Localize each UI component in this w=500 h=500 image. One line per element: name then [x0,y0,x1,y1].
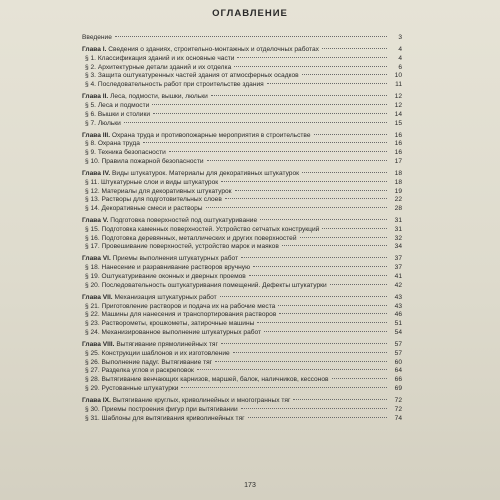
toc-entry-label [82,341,218,350]
entry-title: § 1. Классификация зданий и их основные части [85,54,235,62]
page-number: 173 [244,482,256,489]
toc-page-number: 46 [394,311,402,319]
toc-entry-label [85,320,254,329]
toc-entry-label [82,255,238,264]
entry-title: § 21. Приготовление растворов и подача их на рабочие места [85,302,276,310]
toc-page-number: 69 [394,384,402,392]
toc-section-row [82,320,402,329]
dot-leader [332,378,388,379]
toc-page-number: 54 [394,329,402,337]
toc-section-row [82,179,402,188]
toc-section-row [82,149,402,158]
entry-title: § 31. Шаблоны для вытягивания криволинейных тяг [85,414,245,422]
entry-title: Леса, подмости, вышки, люльки [110,93,208,101]
entry-title: Вытягивание круглых, криволинейных и многогранных тяг [112,396,291,404]
toc-section-row [82,264,402,273]
entry-title: § 22. Машины для нанесения и транспортирования растворов [85,311,277,319]
toc-page-number: 15 [394,119,402,127]
entry-title: Подготовка поверхностей под оштукатуривание [110,217,258,225]
entry-title: § 5. Леса и подмости [85,101,150,109]
entry-title: § 26. Выполнение падуг. Вытягивание тяг [85,358,213,366]
toc-page-number: 6 [398,63,402,71]
dot-leader [207,160,387,161]
toc-entry-label [85,102,149,111]
toc-chapter-row [82,46,402,55]
toc-chapter-row [82,341,402,350]
dot-leader [314,134,387,135]
toc-page-number: 19 [394,187,402,195]
toc-entry-label [85,55,234,64]
dot-leader [267,83,387,84]
toc-page-number: 22 [394,196,402,204]
toc-section-row [82,282,402,291]
toc-entry-label [85,120,121,129]
entry-title: § 7. Люльки [85,119,121,127]
toc-entry-label [85,367,194,376]
toc-page-number: 16 [394,140,402,148]
dot-leader [234,66,387,67]
toc-section-row [82,140,402,149]
chapter-number: Глава VII. [82,293,113,301]
toc-page-number: 32 [394,234,402,242]
toc-page-number: 72 [394,396,402,404]
toc-page-number: 31 [394,217,402,225]
toc-section-row [82,205,402,214]
dot-leader [206,207,387,208]
toc-entry-label [85,406,238,415]
dot-leader [293,399,387,400]
entry-title: § 24. Механизированное выполнение штукатурных работ [85,329,262,337]
toc-entry-label [85,226,319,235]
toc-section-row [82,273,402,282]
toc-section-row [82,158,402,167]
dot-leader [241,257,387,258]
toc-entry-label [82,34,112,43]
toc-chapter-row [82,397,402,406]
toc-page-number: 37 [394,264,402,272]
dot-leader [211,95,387,96]
entry-title: § 20. Последовательность оштукатуривания помещений. Дефекты штукатурки [85,281,327,289]
toc-section-row [82,376,402,385]
toc-entry-label [82,170,299,179]
toc-page-number: 16 [394,131,402,139]
dot-leader [221,343,387,344]
entry-title: § 14. Декоративные смеси и растворы [85,205,203,213]
dot-leader [241,408,387,409]
toc-chapter-row [82,93,402,102]
entry-title: § 13. Растворы для подготовительных слоев [85,196,222,204]
toc-page-number: 28 [394,205,402,213]
toc-page-number: 43 [394,302,402,310]
toc-section-row [82,243,402,252]
toc-entry-label [85,72,299,81]
toc-page-number: 3 [398,34,402,41]
dot-leader [279,313,387,314]
entry-title: Приемы выполнения штукатурных работ [112,255,239,263]
dot-leader [302,172,387,173]
toc-section-row [82,385,402,394]
dot-leader [169,151,387,152]
toc-entry-label [85,158,204,167]
page-title: ОГЛАВЛЕНИЕ [212,8,288,19]
entry-title: § 17. Провешивание поверхностей, устройство марок и маяков [85,243,279,251]
entry-title: § 2. Архитектурные детали зданий и их отделка [85,63,232,71]
toc-entry-label [85,282,327,291]
entry-title: § 19. Оштукатуривание оконных и дверных проемов [85,273,246,281]
toc-page-number: 4 [398,54,402,62]
dot-leader [115,36,387,37]
chapter-number: Глава VI. [82,255,111,263]
toc-page-number: 41 [394,273,402,281]
entry-title: § 3. Защита оштукатуренных частей здания от атмосферных осадков [85,72,299,80]
toc-entry-label [85,359,212,368]
entry-title: § 11. Штукатурные слои и виды штукатурок [85,178,219,186]
dot-leader [221,181,387,182]
toc-page-number: 37 [394,255,402,263]
entry-title: § 4. Последовательность работ при строительстве здания [85,81,264,89]
toc-entry-label [85,140,140,149]
entry-title: § 27. Разделка углов и раскреповок [85,367,194,375]
toc-entry-label [85,81,264,90]
dot-leader [237,57,387,58]
toc-page-number: 12 [394,101,402,109]
entry-title: Механизация штукатурных работ [114,293,217,301]
chapter-number: Глава I. [82,45,107,53]
dot-leader [152,104,387,105]
entry-title: Сведения о зданиях, строительно-монтажных и отделочных работах [108,45,319,53]
dot-leader [302,74,387,75]
toc-entry-label [82,132,311,141]
dot-leader [278,305,387,306]
dot-leader [197,369,387,370]
entry-title: Вытягивание прямолинейных тяг [116,341,218,348]
toc-section-row [82,72,402,81]
toc-section-row [82,311,402,320]
toc-entry-label [82,294,217,303]
toc-page-number: 14 [394,110,402,118]
entry-title: § 28. Вытягивание венчающих карнизов, маршей, балок, наличников, кессонов [85,376,329,384]
toc-page-number: 51 [394,320,402,328]
dot-leader [248,417,387,418]
toc-entry-label [85,179,218,188]
dot-leader [322,228,387,229]
chapter-number: Глава III. [82,131,111,139]
toc-page-number: 57 [394,341,402,348]
dot-leader [235,190,387,191]
toc-chapter-row [82,294,402,303]
toc-intro-row [82,34,402,43]
toc-section-row [82,188,402,197]
toc-section-row [82,350,402,359]
entry-title: § 9. Техника безопасности [85,149,166,157]
entry-title: Виды штукатурок. Материалы для декоративных штукатурок [112,169,300,177]
toc-chapter-row [82,132,402,141]
toc-section-row [82,303,402,312]
chapter-number: Глава IX. [82,396,111,404]
toc-section-row [82,367,402,376]
toc-section-row [82,329,402,338]
toc-page-number: 18 [394,169,402,177]
entry-title: § 30. Приемы построения фигур при вытягивании [85,405,238,413]
toc-section-row [82,102,402,111]
toc-section-row [82,111,402,120]
toc-section-row [82,226,402,235]
toc-page-number: 11 [395,81,402,89]
toc-page-number: 66 [394,376,402,384]
toc-entry-label [85,303,275,312]
entry-title: § 16. Подготовка деревянных, металлических и других поверхностей [85,234,297,242]
toc-entry-label [85,415,245,424]
toc-page-number: 60 [394,358,402,366]
toc-page-number: 42 [394,281,402,289]
toc-entry-label [85,376,329,385]
dot-leader [233,352,387,353]
toc-entry-label [85,243,279,252]
toc-page-number: 10 [394,72,402,80]
toc-page-number: 31 [394,225,402,233]
dot-leader [257,322,387,323]
dot-leader [153,113,387,114]
toc-page-number: 43 [394,293,402,301]
chapter-number: Глава VIII. [82,341,115,348]
toc-page-number: 64 [394,367,402,375]
toc-section-row [82,120,402,129]
entry-title: § 23. Растворометы, крошкометы, затирочные машины [85,320,255,328]
toc-entry-label [82,93,208,102]
entry-title: § 18. Нанесение и разравнивание растворов вручную [85,264,251,272]
entry-title: § 6. Вышки и столики [85,110,151,118]
toc-section-row [82,406,402,415]
toc-entry-label [85,264,250,273]
dot-leader [282,245,387,246]
dot-leader [220,296,387,297]
toc-entry-label [82,217,257,226]
toc-page-number: 18 [394,178,402,186]
toc-section-row [82,359,402,368]
entry-title: § 10. Правила пожарной безопасности [85,157,204,165]
toc-entry-label [85,188,232,197]
toc-section-row [82,415,402,424]
toc-entry-label [85,311,276,320]
toc-entry-label [85,149,166,158]
toc-page-number: 4 [398,45,402,53]
toc-entry-label [85,205,203,214]
entry-title: Введение [82,34,112,41]
toc-page-number: 16 [394,149,402,157]
toc-page-number: 57 [394,349,402,357]
entry-title: § 8. Охрана труда [85,140,140,148]
toc-entry-label [85,329,261,338]
dot-leader [322,48,387,49]
dot-leader [181,387,387,388]
toc-entry-label [82,46,319,55]
dot-leader [124,122,387,123]
dot-leader [330,284,387,285]
toc-entry-label [85,111,150,120]
toc-entry-label [85,350,230,359]
toc-entry-label [85,273,246,282]
toc-chapter-row [82,170,402,179]
chapter-number: Глава II. [82,93,109,101]
entry-title: Охрана труда и противопожарные мероприятия в строительстве [111,131,311,139]
dot-leader [143,142,387,143]
toc-section-row [82,55,402,64]
dot-leader [253,266,387,267]
toc-page-number: 72 [394,405,402,413]
toc-chapter-row [82,217,402,226]
dot-leader [225,198,387,199]
toc-entry-label [85,196,222,205]
toc-chapter-row [82,255,402,264]
dot-leader [249,275,387,276]
toc-entry-label [82,397,290,406]
dot-leader [264,331,387,332]
toc-entry-label [85,385,178,394]
dot-leader [260,219,387,220]
entry-title: § 15. Подготовка каменных поверхностей. Устройство сетчатых конструкций [85,225,320,233]
toc-page-number: 12 [394,93,402,101]
toc-section-row [82,196,402,205]
dot-leader [300,237,387,238]
toc-page-number: 17 [394,157,402,165]
chapter-number: Глава IV. [82,169,111,177]
dot-leader [215,361,387,362]
toc-page-number: 34 [394,243,402,251]
entry-title: § 12. Материалы для декоративных штукатурок [85,187,232,195]
toc-section-row [82,81,402,90]
toc-page-number: 74 [394,414,402,422]
chapter-number: Глава V. [82,217,109,225]
entry-title: § 29. Рустованные штукатурки [85,384,179,392]
entry-title: § 25. Конструкции шаблонов и их изготовление [85,349,230,357]
table-of-contents [82,34,402,423]
